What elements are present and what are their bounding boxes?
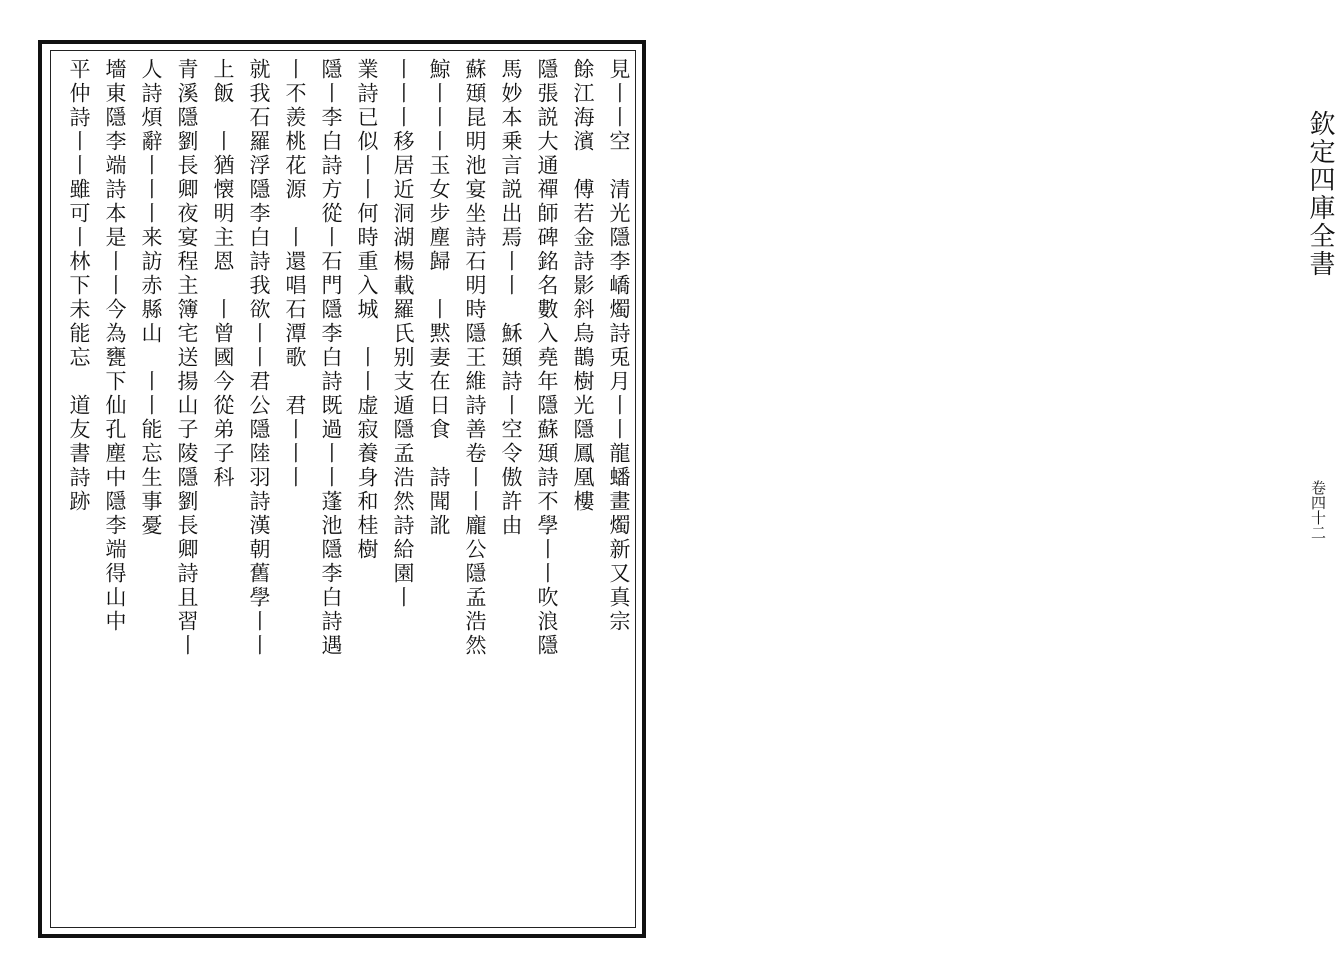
column-text: 人詩煩辭丨丨丨来訪赤縣山 丨丨能忘生事憂 — [139, 58, 163, 538]
column-text: 青溪隱劉長卿夜宴程主簿宅送揚山子陵隱劉長卿詩且習丨 — [175, 58, 199, 658]
column-text: 業詩已似丨丨何時重入城 丨丨虚寂養身和桂樹 — [355, 58, 379, 562]
text-column — [350, 58, 384, 918]
text-column — [206, 58, 240, 918]
text-column — [566, 58, 600, 918]
column-text: 隱張説大通禪師碑銘名數入堯年隱蘇頲詩不學丨丨吹浪隱 — [535, 58, 559, 658]
column-text: 就我石羅浮隱李白詩我欲丨丨君公隱陸羽詩漢朝舊學丨丨 — [247, 58, 271, 658]
column-text: 丨不羨桃花源 丨還唱石潭歌 君丨丨丨 — [283, 58, 307, 490]
text-column — [134, 58, 168, 918]
page-margin — [648, 40, 1335, 938]
text-column — [422, 58, 456, 918]
column-text: 丨丨丨移居近洞湖楊載羅氏别支遁隱孟浩然詩給園丨 — [391, 58, 415, 610]
column-text: 上飯 丨猶懐明主恩 丨曾國今從弟子科 — [211, 58, 235, 490]
column-text: 隱丨李白詩方從丨石門隱李白詩既過丨丨蓬池隱李白詩遇 — [319, 58, 343, 658]
text-column — [170, 58, 204, 918]
text-column — [458, 58, 492, 918]
column-text: 墻東隱李端詩本是丨丨今為甕下仙孔塵中隱李端得山中 — [103, 58, 127, 634]
text-column — [386, 58, 420, 918]
column-text: 見丨丨空 清光隱李嶠燭詩兎月丨丨龍蟠畫燭新又真宗 — [607, 58, 631, 634]
column-text: 馬妙本乗言説出焉丨丨 穌頲詩丨空令傲許由 — [499, 58, 523, 538]
book-title: 欽定四庫全書 — [1305, 110, 1335, 278]
text-column — [278, 58, 312, 918]
text-column — [98, 58, 132, 918]
volume-number: 卷四十二 — [1309, 480, 1327, 540]
text-column — [242, 58, 276, 918]
column-text: 平仲詩丨丨雖可丨林下未能忘 道友書詩跡 — [67, 58, 91, 514]
column-text: 餘江海濱 傅若金詩影斜烏鵲樹光隱鳳凰樓 — [571, 58, 595, 514]
text-column — [314, 58, 348, 918]
column-text: 鯨丨丨丨玉女步塵歸 丨黙妻在日食 詩聞訛 — [427, 58, 451, 538]
text-column — [494, 58, 528, 918]
column-text: 蘇頲昆明池宴坐詩石明時隱王維詩善卷丨丨龐公隱孟浩然 — [463, 58, 487, 658]
text-column — [602, 58, 636, 918]
text-column — [62, 58, 96, 918]
text-column — [530, 58, 564, 918]
